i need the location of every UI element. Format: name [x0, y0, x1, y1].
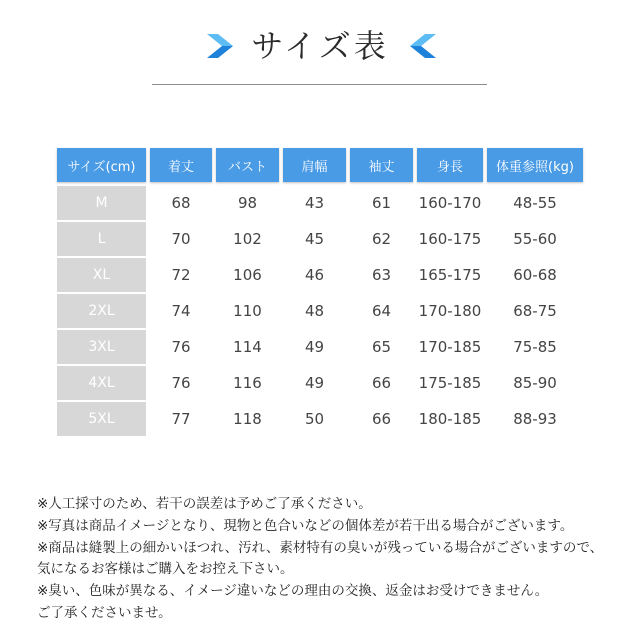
measurement-cell: 160-170 — [418, 194, 482, 212]
measurement-cell: 68-75 — [513, 302, 557, 320]
measurement-cell: 64 — [371, 302, 392, 320]
measurement-cell: 66 — [371, 410, 392, 428]
measurement-cell: 102 — [233, 230, 262, 248]
column-header: 身長 — [417, 148, 483, 182]
measurement-cell: 62 — [371, 230, 392, 248]
measurement-cell: 68 — [171, 194, 191, 212]
measurement-cell: 160-175 — [418, 230, 482, 248]
measurement-cell: 46 — [304, 266, 325, 284]
size-table-body — [57, 186, 583, 436]
column-header: 肩幅 — [283, 148, 346, 182]
size-label-cell: L — [57, 222, 146, 256]
column-header: 着丈 — [150, 148, 212, 182]
measurement-cell: 61 — [371, 194, 392, 212]
measurement-cell: 70 — [171, 230, 191, 248]
measurement-cell: 48 — [304, 302, 325, 320]
measurement-cell: 114 — [233, 338, 262, 356]
size-table-header — [57, 148, 583, 182]
measurement-cell: 98 — [237, 194, 258, 212]
measurement-cell: 49 — [304, 338, 325, 356]
measurement-cell: 118 — [233, 410, 262, 428]
title-divider — [152, 84, 487, 85]
note-line: 気になるお客様はご購入をお控え下さい。 — [37, 561, 294, 578]
size-label-cell: M — [57, 186, 146, 220]
chevron-left-icon — [410, 34, 436, 58]
size-label-cell: 3XL — [57, 330, 146, 364]
measurement-cell: 175-185 — [418, 374, 482, 392]
measurement-cell: 170-180 — [418, 302, 482, 320]
measurement-cell: 72 — [171, 266, 191, 284]
measurement-cell: 88-93 — [513, 410, 557, 428]
measurement-cell: 76 — [171, 374, 191, 392]
column-header: サイズ(cm) — [57, 148, 146, 182]
measurement-cell: 49 — [304, 374, 325, 392]
measurement-cell: 66 — [371, 374, 392, 392]
note-line: ご了承くださいませ。 — [37, 604, 172, 621]
notes — [37, 494, 637, 625]
measurement-cell: 77 — [171, 410, 191, 428]
note-line: ※写真は商品イメージとなり、現物と色合いなどの個体差が若干出る場合がございます。 — [37, 517, 574, 534]
note-line: ※人工採寸のため、若干の誤差は予めご了承ください。 — [37, 496, 372, 512]
measurement-cell: 50 — [304, 410, 325, 428]
size-label-cell: 5XL — [57, 402, 146, 436]
note-line: ※商品は縫製上の細かいほつれ、汚れ、素材特有の臭いが残っている場合がございますので、 — [37, 539, 604, 556]
measurement-cell: 106 — [233, 266, 262, 284]
measurement-cell: 43 — [304, 194, 325, 212]
measurement-cell: 76 — [171, 338, 191, 356]
size-label-cell: 4XL — [57, 366, 146, 400]
column-header: バスト — [216, 148, 279, 182]
measurement-cell: 75-85 — [513, 338, 557, 356]
page-title: サイズ表 — [251, 27, 389, 65]
measurement-cell: 170-185 — [418, 338, 482, 356]
measurement-cell: 55-60 — [513, 230, 557, 248]
size-label-cell: 2XL — [57, 294, 146, 328]
measurement-cell: 45 — [304, 230, 325, 248]
measurement-cell: 63 — [371, 266, 392, 284]
measurement-cell: 165-175 — [418, 266, 482, 284]
note-line: ※臭い、色味が異なる、イメージ違いなどの理由の交換、返金はお受けできません。 — [37, 583, 549, 600]
measurement-cell: 85-90 — [513, 374, 557, 392]
measurement-cell: 60-68 — [513, 266, 557, 284]
title-bar — [0, 22, 640, 70]
measurement-cell: 74 — [171, 302, 191, 320]
column-header: 体重参照(kg) — [487, 148, 583, 182]
column-header: 袖丈 — [350, 148, 413, 182]
measurement-cell: 116 — [233, 374, 262, 392]
measurement-cell: 65 — [371, 338, 392, 356]
measurement-cell: 110 — [233, 302, 262, 320]
measurement-cell: 48-55 — [513, 194, 557, 212]
measurement-cell: 180-185 — [418, 410, 482, 428]
size-label-cell: XL — [57, 258, 146, 292]
